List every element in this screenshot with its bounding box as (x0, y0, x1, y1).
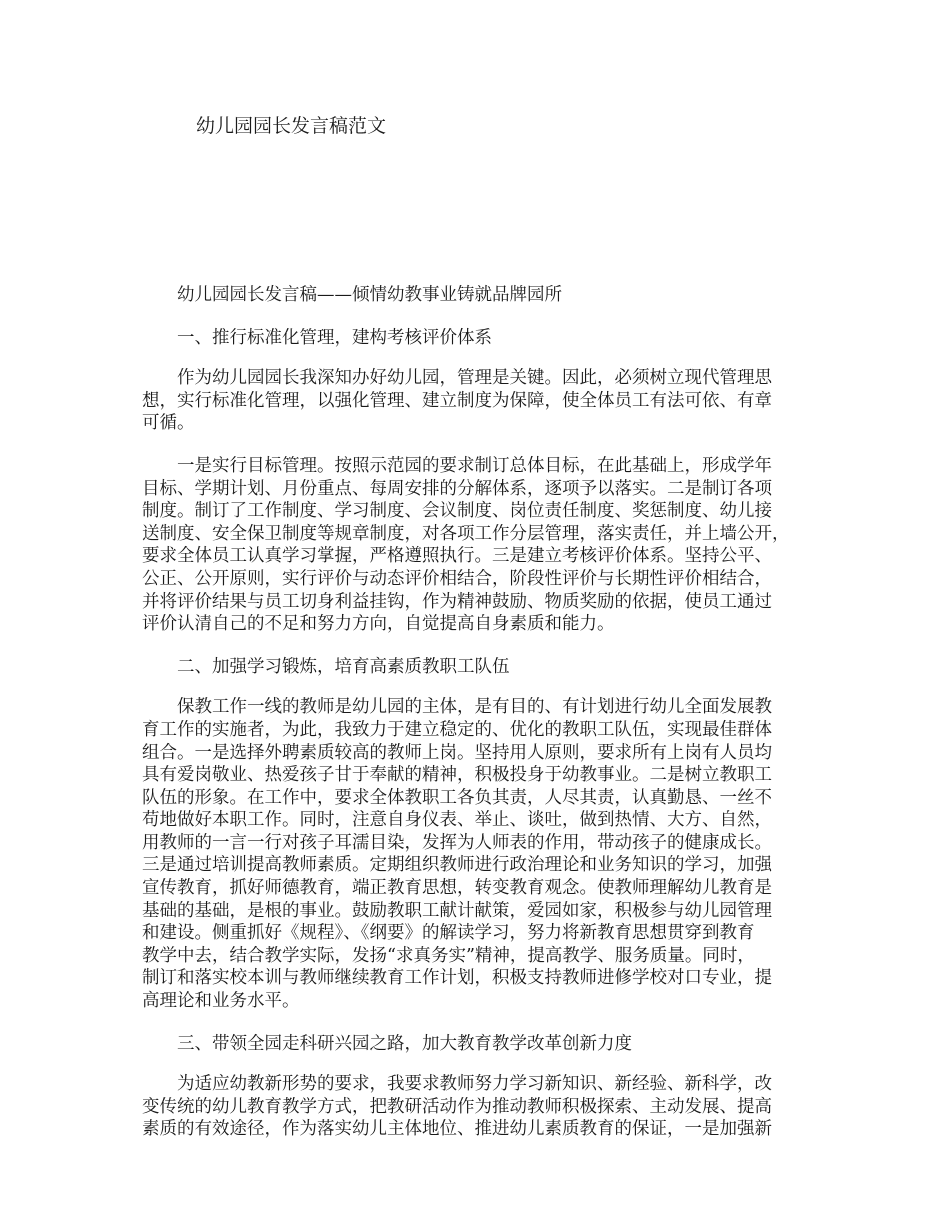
paragraph-line: 宣传教育，抓好师德教育，端正教育思想，转变教育观念。使教师理解幼儿教育是 (142, 878, 772, 899)
paragraph-line: 和建设。侧重抓好《规程》、《纲要》的解读学习，努力将新教育思想贯穿到教育 (142, 923, 755, 944)
section-2-heading: 二、加强学习锻炼，培育高素质教职工队伍 (177, 656, 510, 677)
paragraph-line: 送制度、安全保卫制度等规章制度，对各项工作分层管理，落实责任，并上墙公开， (142, 523, 790, 544)
paragraph-line: 想，实行标准化管理，以强化管理、建立制度为保障，使全体员工有法可依、有章 (142, 390, 772, 411)
paragraph-line: 作为幼儿园园长我深知办好幼儿园，管理是关键。因此，必须树立现代管理思 (177, 368, 772, 389)
speech-subtitle: 幼儿园园长发言稿——倾情幼教事业铸就品牌园所 (177, 285, 562, 305)
paragraph-line: 苟地做好本职工作。同时，注意自身仪表、举止、谈吐，做到热情、大方、自然， (142, 810, 772, 831)
paragraph-line: 公正、公开原则，实行评价与动态评价相结合，阶段性评价与长期性评价相结合， (142, 568, 772, 589)
paragraph-line: 队伍的形象。在工作中，要求全体教职工各负其责，人尽其责，认真勤恳、一丝不 (142, 787, 772, 808)
paragraph-line: 评价认清自己的不足和努力方向，自觉提高自身素质和能力。 (142, 614, 615, 635)
paragraph-line: 具有爱岗敬业、热爱孩子甘于奉献的精神，积极投身于幼教事业。二是树立教职工 (142, 765, 772, 786)
paragraph-line: 目标、学期计划、月份重点、每周安排的分解体系，逐项予以落实。二是制订各项 (142, 478, 772, 499)
paragraph-line: 育工作的实施者，为此，我致力于建立稳定的、优化的教职工队伍，实现最佳群体 (142, 719, 772, 740)
paragraph-line: 变传统的幼儿教育教学方式，把教研活动作为推动教师积极探索、主动发展、提高 (142, 1096, 772, 1117)
section-2-paragraph-1 (142, 696, 818, 1012)
paragraph-line: 素质的有效途径，作为落实幼儿主体地位、推进幼儿素质教育的保证，一是加强新 (142, 1119, 772, 1140)
paragraph-line: 组合。一是选择外聘素质较高的教师上岗。坚持用人原则，要求所有上岗有人员均 (142, 742, 772, 763)
paragraph-line: 一是实行目标管理。按照示范园的要求制订总体目标，在此基础上，形成学年 (177, 455, 772, 476)
document-title: 幼儿园园长发言稿范文 (196, 115, 387, 137)
section-3-paragraph-1 (142, 1073, 818, 1141)
paragraph-line: 保教工作一线的教师是幼儿园的主体，是有目的、有计划进行幼儿全面发展教 (177, 697, 772, 718)
paragraph-line: 制度。制订了工作制度、学习制度、会议制度、岗位责任制度、奖惩制度、幼儿接 (142, 501, 772, 522)
paragraph-line: 可循。 (142, 413, 195, 434)
paragraph-line: 基础的基础，是根的事业。鼓励教职工献计献策，爱园如家，积极参与幼儿园管理 (142, 900, 772, 921)
paragraph-line: 教学中去，结合教学实际，发扬“求真务实”精神，提高教学、服务质量。同时， (142, 945, 755, 966)
paragraph-line: 为适应幼教新形势的要求，我要求教师努力学习新知识、新经验、新科学，改 (177, 1074, 772, 1095)
paragraph-line: 并将评价结果与员工切身利益挂钩，作为精神鼓励、物质奖励的依据，使员工通过 (142, 591, 772, 612)
paragraph-line: 制订和落实校本训与教师继续教育工作计划，积极支持教师进修学校对口专业，提 (142, 968, 772, 989)
document-body (142, 284, 818, 1161)
section-1-paragraph-1 (142, 367, 818, 435)
section-3-heading: 三、带领全园走科研兴园之路，加大教育教学改革创新力度 (177, 1033, 632, 1054)
paragraph-line: 要求全体员工认真学习掌握，严格遵照执行。三是建立考核评价体系。坚持公平、 (142, 546, 772, 567)
section-1-paragraph-2 (142, 455, 818, 636)
paragraph-line: 三是通过培训提高教师素质。定期组织教师进行政治理论和业务知识的学习，加强 (142, 855, 772, 876)
section-1-heading: 一、推行标准化管理，建构考核评价体系 (177, 327, 492, 348)
paragraph-line: 高理论和业务水平。 (142, 991, 300, 1012)
paragraph-line: 用教师的一言一行对孩子耳濡目染，发挥为人师表的作用，带动孩子的健康成长。 (142, 832, 772, 853)
